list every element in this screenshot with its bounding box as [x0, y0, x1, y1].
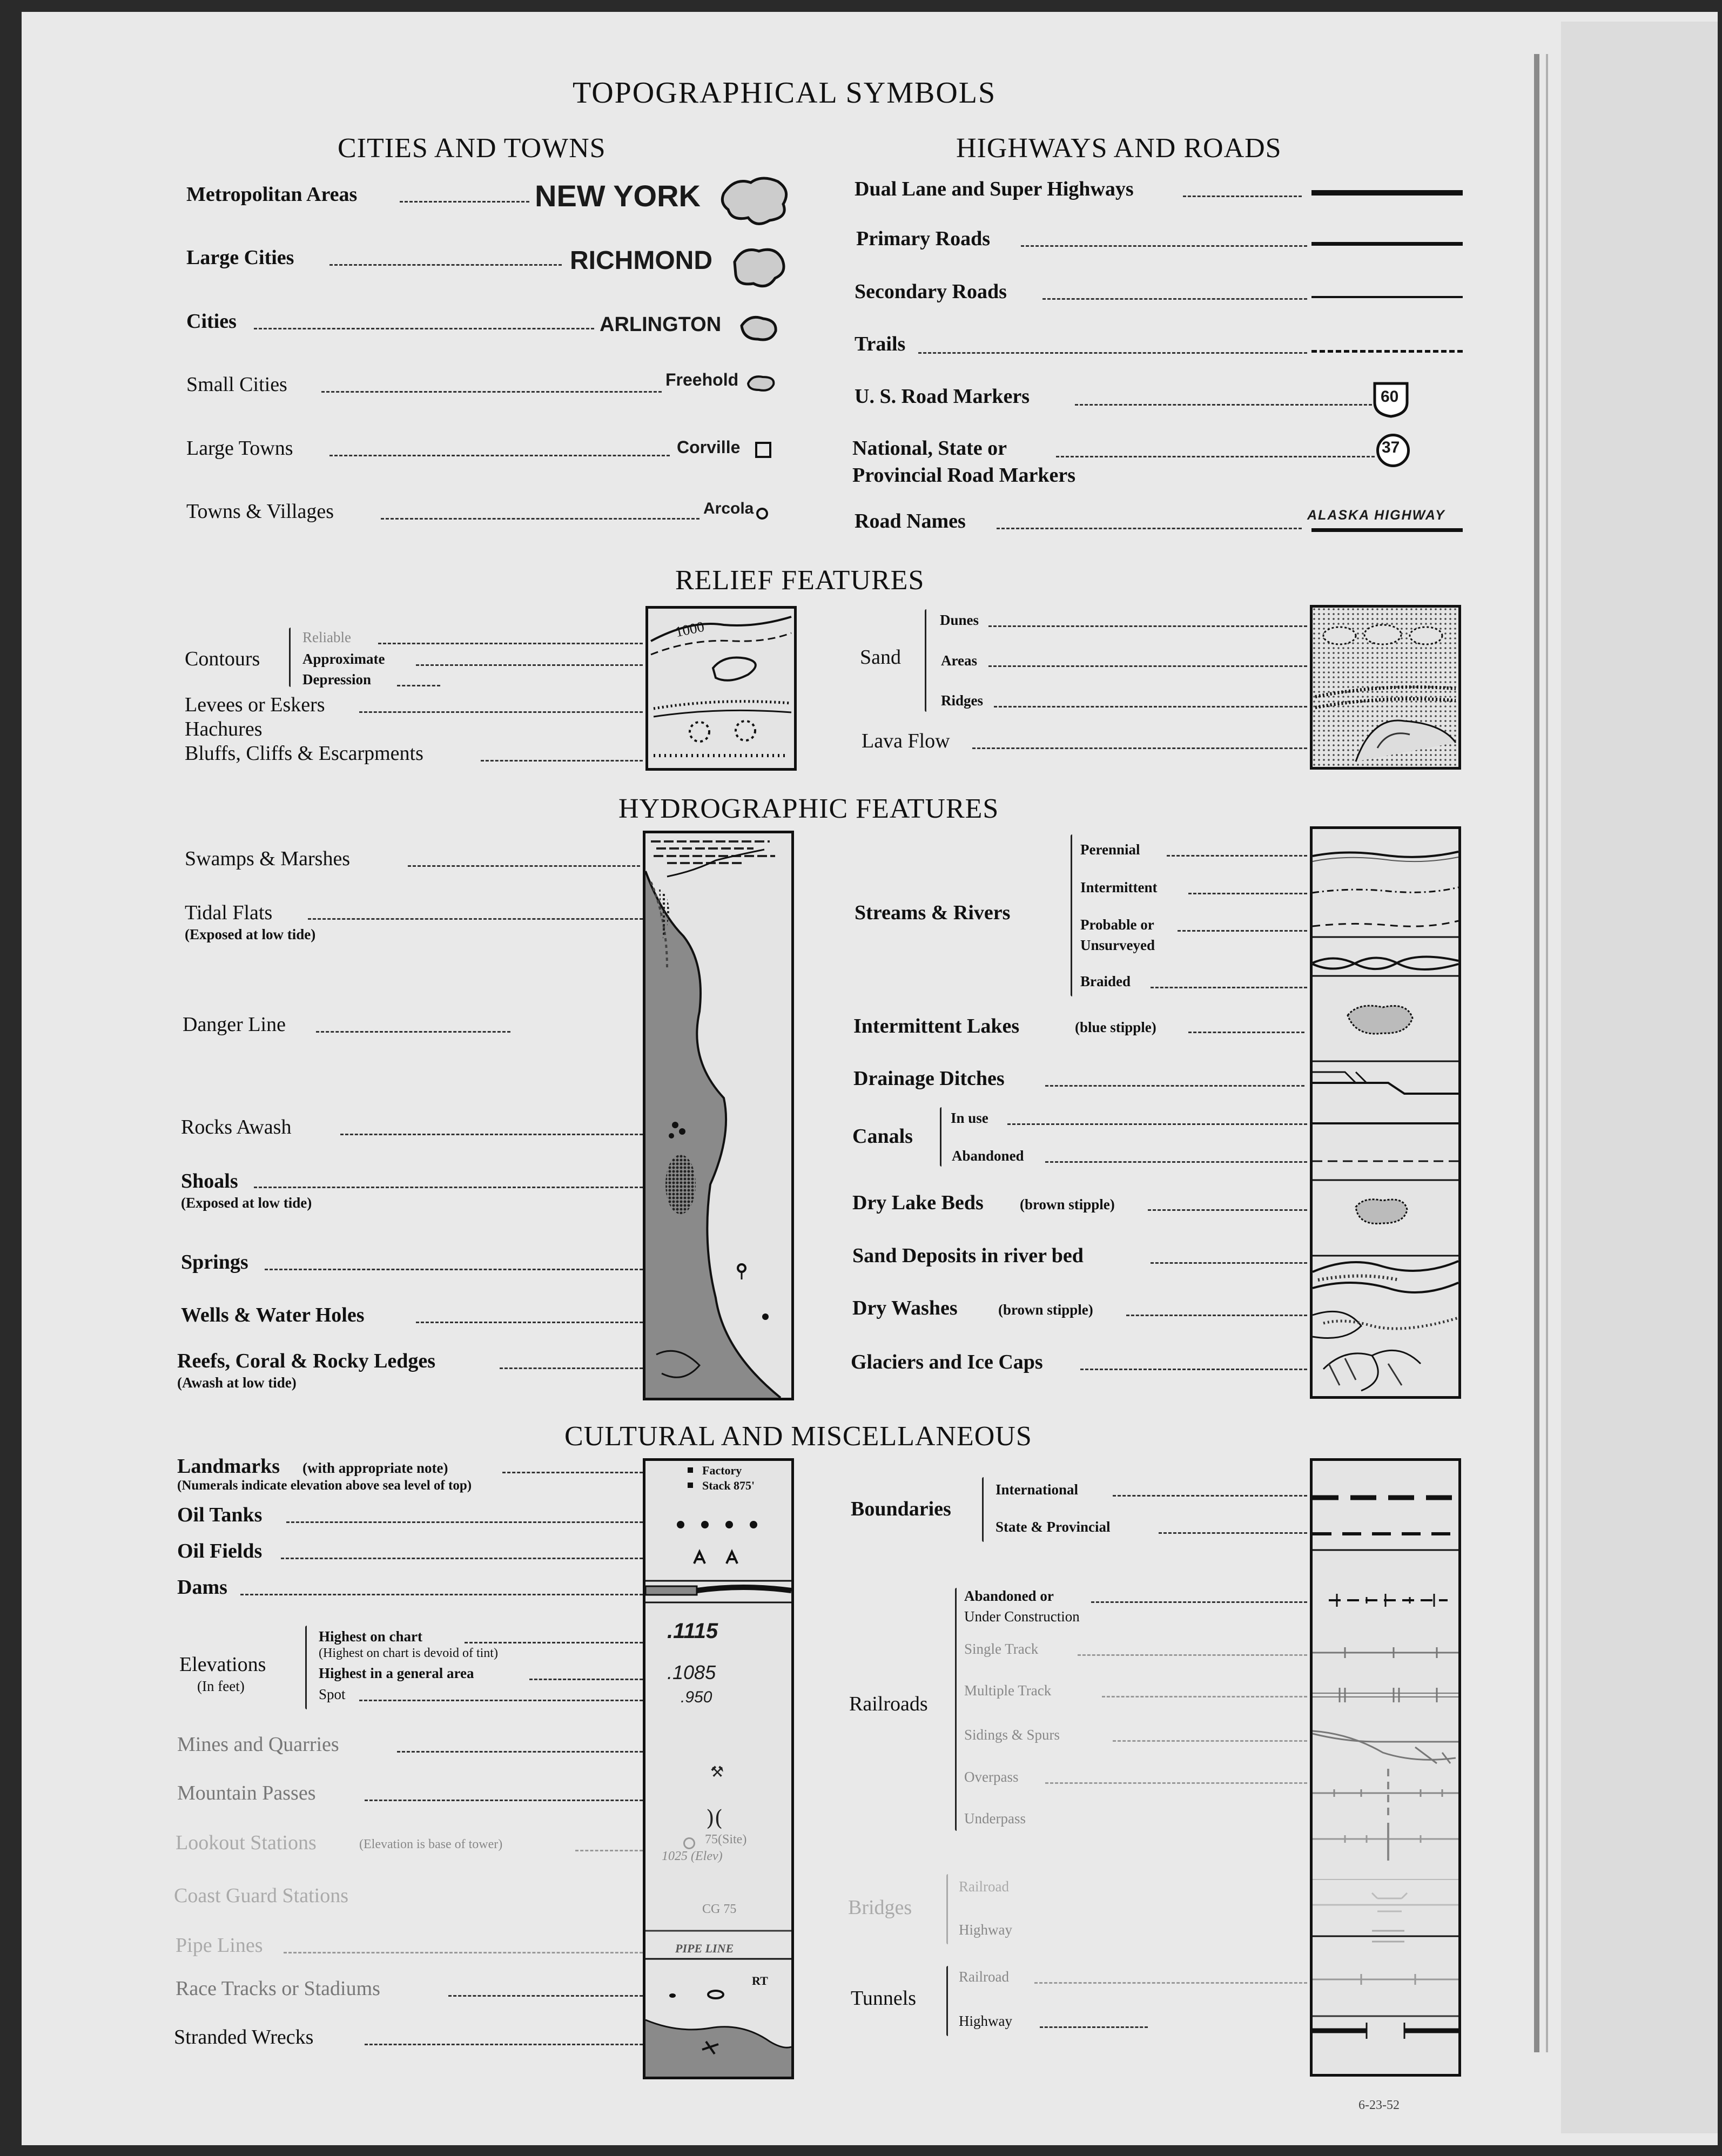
brace — [940, 1107, 941, 1167]
brace — [946, 1966, 948, 2036]
svg-text:)(: )( — [706, 1806, 723, 1831]
cultural-label-wrecks: Stranded Wrecks — [174, 2026, 314, 2049]
relief-label-contours: Contours — [185, 648, 260, 670]
brace — [1071, 834, 1072, 996]
leader — [1188, 893, 1307, 894]
leader — [1148, 1209, 1307, 1211]
rail-single-track: Single Track — [964, 1641, 1039, 1657]
leader — [397, 685, 440, 686]
cities-sample-towns-villages: Arcola — [703, 500, 754, 517]
leader — [1159, 1532, 1307, 1534]
secondary-road-symbol — [1311, 296, 1463, 298]
leader — [316, 1031, 510, 1033]
hydro-note-tidal-flats: (Exposed at low tide) — [185, 926, 316, 942]
leader — [359, 1700, 643, 1701]
hydro-label-dry-lake: Dry Lake Beds — [852, 1191, 984, 1214]
leader — [265, 1269, 643, 1270]
leader — [254, 1187, 643, 1188]
brace — [982, 1477, 984, 1542]
hydro-label-shoals: Shoals — [181, 1170, 238, 1192]
hydro-right-symbol-box — [1310, 826, 1461, 1399]
hydro-note-shoals: (Exposed at low tide) — [181, 1195, 312, 1211]
leader — [1056, 456, 1375, 457]
contour-value: 1000 — [674, 618, 706, 641]
relief-label-levees: Levees or Eskers — [185, 693, 325, 716]
cultural-label-oil-tanks: Oil Tanks — [177, 1504, 263, 1526]
village-symbol — [756, 508, 768, 520]
leader — [529, 1679, 643, 1680]
page-fold-shadow — [1546, 54, 1548, 2052]
leader — [1045, 1085, 1304, 1087]
elev-highest-area: Highest in a general area — [319, 1665, 474, 1681]
cultural-label-dams: Dams — [177, 1576, 227, 1599]
cultural-label-pipe: Pipe Lines — [176, 1934, 263, 1957]
leader — [321, 391, 662, 393]
leader — [1078, 1654, 1307, 1656]
cultural-label-race: Race Tracks or Stadiums — [176, 1977, 380, 2000]
cities-sample-cities: ARLINGTON — [600, 313, 722, 336]
cities-label-large: Large Cities — [186, 246, 294, 269]
cities-label-towns-villages: Towns & Villages — [186, 500, 334, 523]
leader — [378, 643, 643, 644]
leader — [254, 328, 594, 329]
brace — [925, 609, 926, 712]
cultural-note-lookout: (Elevation is base of tower) — [359, 1837, 503, 1851]
contour-approximate: Approximate — [302, 651, 385, 667]
hydro-label-drainage: Drainage Ditches — [853, 1067, 1005, 1090]
leader — [448, 1995, 643, 1997]
leader — [340, 1134, 643, 1135]
small-city-symbol — [745, 373, 778, 394]
svg-text:⚒: ⚒ — [710, 1763, 724, 1781]
leader — [365, 1800, 643, 1801]
hydro-label-wells: Wells & Water Holes — [181, 1304, 365, 1326]
footer-date: 6-23-52 — [1358, 2098, 1400, 2112]
cultural-label-passes: Mountain Passes — [177, 1782, 316, 1804]
leader — [1178, 930, 1307, 932]
hydro-heading: HYDROGRAPHIC FEATURES — [618, 793, 999, 824]
cities-label-metropolitan: Metropolitan Areas — [186, 183, 358, 206]
lookout-icon — [683, 1837, 695, 1849]
leader — [408, 865, 640, 867]
leader — [397, 1751, 643, 1753]
leader — [1045, 1782, 1307, 1784]
large-city-symbol — [729, 243, 789, 292]
elev-highest-chart: Highest on chart — [319, 1628, 422, 1645]
cities-sample-large: RICHMOND — [570, 246, 712, 275]
highways-label-provincial: Provincial Road Markers — [852, 464, 1076, 487]
leader — [1021, 245, 1307, 247]
hydro-label-sand-deposits: Sand Deposits in river bed — [852, 1244, 1084, 1267]
leader — [329, 264, 562, 266]
bridge-highway: Highway — [959, 1922, 1012, 1938]
stream-intermittent: Intermittent — [1080, 879, 1158, 895]
cultural-note-landmarks: (with appropriate note) — [302, 1460, 448, 1476]
leader — [284, 1952, 643, 1953]
leader — [1102, 1696, 1307, 1697]
state-marker-number: 37 — [1382, 439, 1400, 456]
elev-value-highest: .1115 — [667, 1619, 718, 1643]
leader — [994, 706, 1307, 708]
hydro-label-springs: Springs — [181, 1251, 248, 1274]
cultural-heading: CULTURAL AND MISCELLANEOUS — [564, 1421, 1032, 1452]
cultural-label-landmarks: Landmarks — [177, 1455, 280, 1478]
leader — [972, 747, 1307, 749]
leader — [465, 1642, 643, 1643]
elev-highest-chart-note: (Highest on chart is devoid of tint) — [319, 1646, 498, 1660]
relief-label-bluffs: Bluffs, Cliffs & Escarpments — [185, 742, 423, 765]
leader — [1075, 404, 1372, 406]
cultural-label-mines: Mines and Quarries — [177, 1733, 339, 1756]
leader — [1188, 1032, 1304, 1033]
coastline-symbol-box — [643, 831, 794, 1400]
highways-label-national: National, State or — [852, 437, 1007, 460]
stream-perennial: Perennial — [1080, 841, 1140, 858]
metropolitan-area-symbol — [718, 172, 794, 231]
rail-multiple-track: Multiple Track — [964, 1682, 1052, 1699]
hydro-label-canals: Canals — [852, 1125, 913, 1148]
brace — [289, 628, 291, 687]
rail-abandoned: Abandoned or — [964, 1588, 1054, 1604]
hydro-label-danger-line: Danger Line — [183, 1013, 286, 1036]
elev-spot: Spot — [319, 1686, 346, 1702]
cities-sample-large-towns: Corville — [677, 437, 741, 457]
hydro-label-tidal-flats: Tidal Flats — [185, 901, 273, 924]
hydro-label-rocks-awash: Rocks Awash — [181, 1116, 292, 1138]
leader — [988, 625, 1307, 627]
leader — [1126, 1315, 1307, 1316]
leader — [286, 1521, 643, 1523]
leader — [400, 201, 529, 203]
stream-probable: Probable or — [1080, 917, 1154, 933]
bridge-railroad: Railroad — [959, 1878, 1009, 1895]
highways-label-secondary: Secondary Roads — [855, 280, 1007, 303]
cultural-label-boundaries: Boundaries — [851, 1498, 951, 1520]
cultural-label-oil-fields: Oil Fields — [177, 1540, 263, 1562]
hydro-label-streams: Streams & Rivers — [855, 901, 1011, 924]
sand-dunes: Dunes — [940, 612, 979, 628]
elev-value-area: .1085 — [667, 1661, 716, 1683]
trail-symbol — [1311, 350, 1463, 353]
road-name-sample: ALASKA HIGHWAY — [1307, 508, 1445, 523]
leader — [1151, 987, 1307, 988]
tunnel-highway: Highway — [959, 2013, 1012, 2029]
boundary-state: State & Provincial — [995, 1519, 1111, 1535]
leader — [1045, 1161, 1307, 1163]
leader — [988, 665, 1307, 667]
rail-underpass: Underpass — [964, 1810, 1026, 1827]
leader — [1151, 1262, 1307, 1264]
highways-label-dual: Dual Lane and Super Highways — [855, 178, 1134, 200]
page-edge — [1561, 22, 1718, 2133]
highways-label-primary: Primary Roads — [856, 227, 991, 250]
page-title: TOPOGRAPHICAL SYMBOLS — [573, 76, 997, 110]
contour-depression: Depression — [302, 671, 372, 688]
relief-label-sand: Sand — [860, 646, 901, 669]
leader — [1040, 2026, 1148, 2028]
cultural-label-railroads: Railroads — [849, 1693, 928, 1715]
leader — [416, 1322, 643, 1323]
hydro-note-reefs: (Awash at low tide) — [177, 1375, 297, 1391]
leader — [1091, 1601, 1307, 1603]
leader — [240, 1594, 643, 1595]
us-marker-number: 60 — [1381, 388, 1399, 406]
leader — [1080, 1369, 1307, 1370]
pipe-line-sample: PIPE LINE — [675, 1942, 734, 1955]
hydro-label-dry-washes: Dry Washes — [852, 1297, 958, 1319]
landmark-factory: Factory — [702, 1464, 742, 1477]
rail-overpass: Overpass — [964, 1769, 1019, 1785]
sand-ridges: Ridges — [941, 692, 984, 709]
hydro-note-dry-washes: (brown stipple) — [998, 1302, 1093, 1318]
rail-sidings: Sidings & Spurs — [964, 1727, 1060, 1743]
cities-sample-metropolitan: NEW YORK — [535, 179, 701, 213]
large-town-symbol — [755, 442, 771, 458]
highways-label-trails: Trails — [855, 333, 906, 355]
cities-sample-small: Freehold — [665, 370, 739, 389]
hydro-note-dry-lake: (brown stipple) — [1020, 1196, 1115, 1212]
canal-abandoned: Abandoned — [952, 1148, 1024, 1164]
stream-unsurveyed: Unsurveyed — [1080, 937, 1155, 953]
elev-value-spot: .950 — [681, 1688, 712, 1706]
brace — [946, 1874, 948, 1944]
page-fold — [1534, 54, 1539, 2052]
leader — [575, 1850, 643, 1851]
leader — [359, 711, 643, 713]
cultural-symbol-box — [643, 1458, 794, 2079]
cities-heading: CITIES AND TOWNS — [338, 133, 606, 164]
cities-label-small: Small Cities — [186, 373, 287, 396]
leader — [281, 1558, 643, 1559]
relief-label-lava: Lava Flow — [862, 730, 950, 752]
leader — [1183, 196, 1302, 197]
hydro-label-intermittent-lakes: Intermittent Lakes — [853, 1015, 1020, 1037]
cities-label-cities: Cities — [186, 310, 237, 333]
tunnel-railroad: Railroad — [959, 1969, 1009, 1985]
highways-heading: HIGHWAYS AND ROADS — [956, 133, 1282, 164]
relief-symbol-box — [645, 606, 797, 771]
highways-label-road-names: Road Names — [855, 510, 966, 533]
brace — [955, 1588, 957, 1831]
hydro-note-intermittent-lakes: (blue stipple) — [1075, 1019, 1156, 1035]
leader — [481, 760, 643, 762]
hydro-label-swamps: Swamps & Marshes — [185, 847, 351, 870]
relief-label-hachures: Hachures — [185, 718, 263, 740]
lookout-value-site: 75(Site) — [705, 1832, 747, 1847]
stream-braided: Braided — [1080, 973, 1131, 989]
landmark-stack: Stack 875' — [702, 1479, 755, 1492]
leader — [1113, 1495, 1307, 1497]
relief-heading: RELIEF FEATURES — [675, 565, 925, 596]
leader — [1167, 855, 1307, 857]
leader — [1113, 1740, 1307, 1742]
hydro-label-glaciers: Glaciers and Ice Caps — [851, 1351, 1043, 1373]
road-name-line — [1311, 528, 1463, 532]
race-track-value: RT — [752, 1974, 768, 1987]
boundary-international: International — [995, 1481, 1079, 1498]
cultural-note-landmarks-2: (Numerals indicate elevation above sea level of top) — [177, 1478, 472, 1493]
rail-under-construction: Under Construction — [964, 1608, 1080, 1625]
leader — [416, 664, 643, 666]
leader — [365, 2044, 643, 2045]
leader — [918, 352, 1307, 354]
coast-guard-value: CG 75 — [702, 1902, 737, 1916]
cultural-label-tunnels: Tunnels — [851, 1987, 917, 2010]
hydro-label-reefs: Reefs, Coral & Rocky Ledges — [177, 1350, 436, 1372]
brace — [305, 1626, 307, 1709]
dual-lane-symbol — [1311, 190, 1463, 196]
cultural-right-symbol-box — [1310, 1458, 1461, 2077]
sand-symbol-box — [1310, 605, 1461, 770]
cultural-label-elevations: Elevations — [179, 1653, 266, 1676]
leader — [1042, 298, 1307, 300]
leader — [500, 1367, 643, 1369]
sand-areas: Areas — [941, 652, 977, 669]
primary-road-symbol — [1311, 242, 1463, 246]
city-symbol — [739, 312, 779, 345]
leader — [308, 918, 643, 920]
contour-reliable: Reliable — [302, 629, 351, 645]
cities-label-large-towns: Large Towns — [186, 437, 293, 460]
lookout-value-elev: 1025 (Elev) — [662, 1849, 723, 1863]
leader — [1034, 1982, 1307, 1984]
leader — [502, 1472, 643, 1473]
leader — [381, 518, 699, 520]
leader — [997, 528, 1302, 529]
cultural-label-coast-guard: Coast Guard Stations — [174, 1884, 348, 1907]
leader — [329, 455, 670, 456]
leader — [1007, 1123, 1307, 1125]
cultural-elevations-unit: (In feet) — [197, 1678, 245, 1694]
highways-label-us-markers: U. S. Road Markers — [855, 385, 1030, 408]
cultural-label-bridges: Bridges — [848, 1896, 912, 1919]
canal-in-use: In use — [951, 1110, 988, 1126]
cultural-label-lookout: Lookout Stations — [176, 1831, 317, 1854]
